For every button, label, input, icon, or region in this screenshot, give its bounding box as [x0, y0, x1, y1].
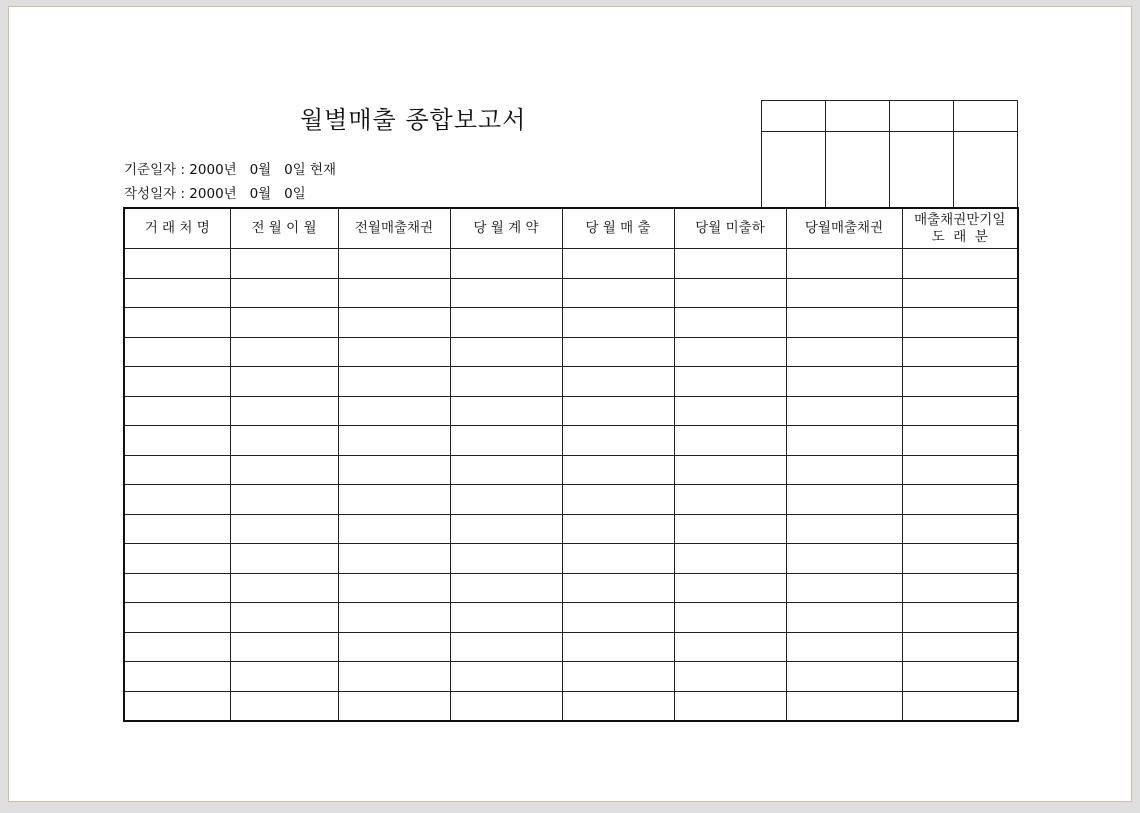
- table-cell: [562, 396, 674, 426]
- table-cell: [562, 691, 674, 721]
- table-cell: [562, 514, 674, 544]
- table-cell: [786, 455, 902, 485]
- table-cell: [562, 455, 674, 485]
- table-cell: [674, 691, 786, 721]
- table-cell: [786, 514, 902, 544]
- table-cell: [674, 337, 786, 367]
- table-cell: [674, 278, 786, 308]
- table-cell: [338, 544, 450, 574]
- table-cell: [450, 278, 562, 308]
- table-cell: [338, 396, 450, 426]
- table-cell: [902, 485, 1018, 515]
- table-cell: [230, 278, 338, 308]
- table-cell: [786, 632, 902, 662]
- table-row: [124, 396, 1018, 426]
- table-cell: [674, 603, 786, 633]
- table-cell: [230, 632, 338, 662]
- table-cell: [338, 573, 450, 603]
- header-prev-receivables: 전월매출채권: [338, 208, 450, 249]
- table-cell: [786, 308, 902, 338]
- table-cell: [338, 278, 450, 308]
- table-cell: [902, 308, 1018, 338]
- table-cell: [230, 603, 338, 633]
- table-row: [124, 337, 1018, 367]
- table-cell: [124, 573, 230, 603]
- table-cell: [450, 485, 562, 515]
- header-client-name: 거 래 처 명: [124, 208, 230, 249]
- base-date-value: : 2000년 0월 0일 현재: [180, 162, 337, 178]
- table-cell: [902, 691, 1018, 721]
- table-cell: [124, 455, 230, 485]
- table-cell: [902, 544, 1018, 574]
- base-date-line: [124, 158, 336, 178]
- table-cell: [786, 603, 902, 633]
- table-cell: [786, 485, 902, 515]
- table-cell: [338, 662, 450, 692]
- table-row: [124, 632, 1018, 662]
- table-cell: [902, 603, 1018, 633]
- table-cell: [124, 308, 230, 338]
- table-cell: [674, 367, 786, 397]
- table-cell: [902, 249, 1018, 279]
- table-cell: [674, 514, 786, 544]
- table-cell: [450, 396, 562, 426]
- table-cell: [338, 603, 450, 633]
- table-cell: [902, 396, 1018, 426]
- table-cell: [230, 485, 338, 515]
- table-cell: [786, 662, 902, 692]
- approval-box: [761, 100, 1018, 208]
- write-date-label: 작성일자: [124, 186, 177, 202]
- table-cell: [902, 367, 1018, 397]
- table-cell: [450, 367, 562, 397]
- table-cell: [674, 485, 786, 515]
- table-cell: [230, 367, 338, 397]
- write-date-value: : 2000년 0월 0일: [180, 186, 306, 202]
- table-row: [124, 573, 1018, 603]
- table-row: [124, 662, 1018, 692]
- table-cell: [786, 396, 902, 426]
- table-cell: [902, 278, 1018, 308]
- table-cell: [786, 573, 902, 603]
- table-header-row: [124, 208, 1018, 249]
- table-cell: [230, 514, 338, 544]
- table-cell: [338, 455, 450, 485]
- approval-sign-cell: [762, 132, 826, 208]
- table-cell: [338, 485, 450, 515]
- table-cell: [786, 691, 902, 721]
- table-cell: [124, 426, 230, 456]
- table-cell: [230, 455, 338, 485]
- table-row: [124, 249, 1018, 279]
- table-cell: [562, 544, 674, 574]
- table-cell: [338, 632, 450, 662]
- table-cell: [562, 573, 674, 603]
- table-cell: [450, 544, 562, 574]
- table-row: [124, 367, 1018, 397]
- table-cell: [674, 573, 786, 603]
- table-cell: [450, 662, 562, 692]
- table-row: [124, 485, 1018, 515]
- table-cell: [786, 249, 902, 279]
- table-cell: [562, 367, 674, 397]
- table-cell: [674, 632, 786, 662]
- table-cell: [902, 426, 1018, 456]
- table-cell: [674, 455, 786, 485]
- table-cell: [674, 249, 786, 279]
- table-cell: [124, 603, 230, 633]
- table-cell: [230, 573, 338, 603]
- table-cell: [562, 278, 674, 308]
- approval-sign-cell: [954, 132, 1018, 208]
- table-cell: [230, 396, 338, 426]
- table-cell: [338, 691, 450, 721]
- table-cell: [230, 337, 338, 367]
- table-cell: [230, 544, 338, 574]
- table-cell: [338, 426, 450, 456]
- table-cell: [230, 249, 338, 279]
- approval-title-cell: [762, 101, 826, 132]
- table-row: [124, 544, 1018, 574]
- write-date-line: [124, 182, 306, 202]
- table-row: [124, 426, 1018, 456]
- header-prev-carryover: 전 월 이 월: [230, 208, 338, 249]
- table-cell: [674, 662, 786, 692]
- table-cell: [786, 544, 902, 574]
- table-cell: [562, 308, 674, 338]
- table-cell: [124, 278, 230, 308]
- table-cell: [674, 396, 786, 426]
- table-cell: [230, 662, 338, 692]
- table-cell: [562, 337, 674, 367]
- base-date-label: 기준일자: [124, 162, 177, 178]
- table-cell: [786, 337, 902, 367]
- table-cell: [124, 632, 230, 662]
- report-title: 월별매출 종합보고서: [300, 106, 527, 134]
- table-row: [124, 455, 1018, 485]
- table-cell: [124, 337, 230, 367]
- table-cell: [902, 337, 1018, 367]
- table-cell: [562, 603, 674, 633]
- table-cell: [124, 691, 230, 721]
- table-cell: [124, 249, 230, 279]
- table-cell: [902, 573, 1018, 603]
- table-row: [124, 278, 1018, 308]
- table-cell: [562, 632, 674, 662]
- table-cell: [338, 249, 450, 279]
- header-receivables-due: 매출채권만기일 도 래 분: [902, 208, 1018, 249]
- table-cell: [674, 544, 786, 574]
- table-row: [124, 603, 1018, 633]
- table-cell: [450, 603, 562, 633]
- table-cell: [902, 662, 1018, 692]
- header-month-contract: 당 월 계 약: [450, 208, 562, 249]
- table-cell: [450, 308, 562, 338]
- table-cell: [338, 337, 450, 367]
- table-row: [124, 514, 1018, 544]
- table-cell: [786, 278, 902, 308]
- table-cell: [124, 485, 230, 515]
- table-cell: [450, 249, 562, 279]
- table-cell: [902, 632, 1018, 662]
- approval-title-cell: [890, 101, 954, 132]
- table-cell: [124, 396, 230, 426]
- table-cell: [562, 662, 674, 692]
- table-cell: [562, 426, 674, 456]
- approval-title-cell: [826, 101, 890, 132]
- table-cell: [124, 544, 230, 574]
- table-cell: [124, 662, 230, 692]
- table-cell: [674, 426, 786, 456]
- table-cell: [450, 426, 562, 456]
- table-cell: [786, 367, 902, 397]
- table-cell: [338, 308, 450, 338]
- table-row: [124, 691, 1018, 721]
- table-row: [124, 308, 1018, 338]
- table-cell: [450, 514, 562, 544]
- table-cell: [230, 426, 338, 456]
- table-cell: [338, 514, 450, 544]
- table-cell: [562, 485, 674, 515]
- table-cell: [338, 367, 450, 397]
- table-cell: [450, 691, 562, 721]
- table-cell: [230, 308, 338, 338]
- approval-title-cell: [954, 101, 1018, 132]
- header-month-receivables: 당월매출채권: [786, 208, 902, 249]
- header-month-sales: 당 월 매 출: [562, 208, 674, 249]
- table-cell: [674, 308, 786, 338]
- approval-sign-cell: [826, 132, 890, 208]
- table-cell: [450, 573, 562, 603]
- table-cell: [124, 367, 230, 397]
- header-month-unshipped: 당월 미출하: [674, 208, 786, 249]
- table-cell: [450, 337, 562, 367]
- table-cell: [450, 632, 562, 662]
- table-cell: [902, 455, 1018, 485]
- table-cell: [902, 514, 1018, 544]
- approval-sign-cell: [890, 132, 954, 208]
- table-cell: [230, 691, 338, 721]
- table-cell: [450, 455, 562, 485]
- report-table: [123, 207, 1019, 722]
- table-cell: [786, 426, 902, 456]
- table-cell: [562, 249, 674, 279]
- table-cell: [124, 514, 230, 544]
